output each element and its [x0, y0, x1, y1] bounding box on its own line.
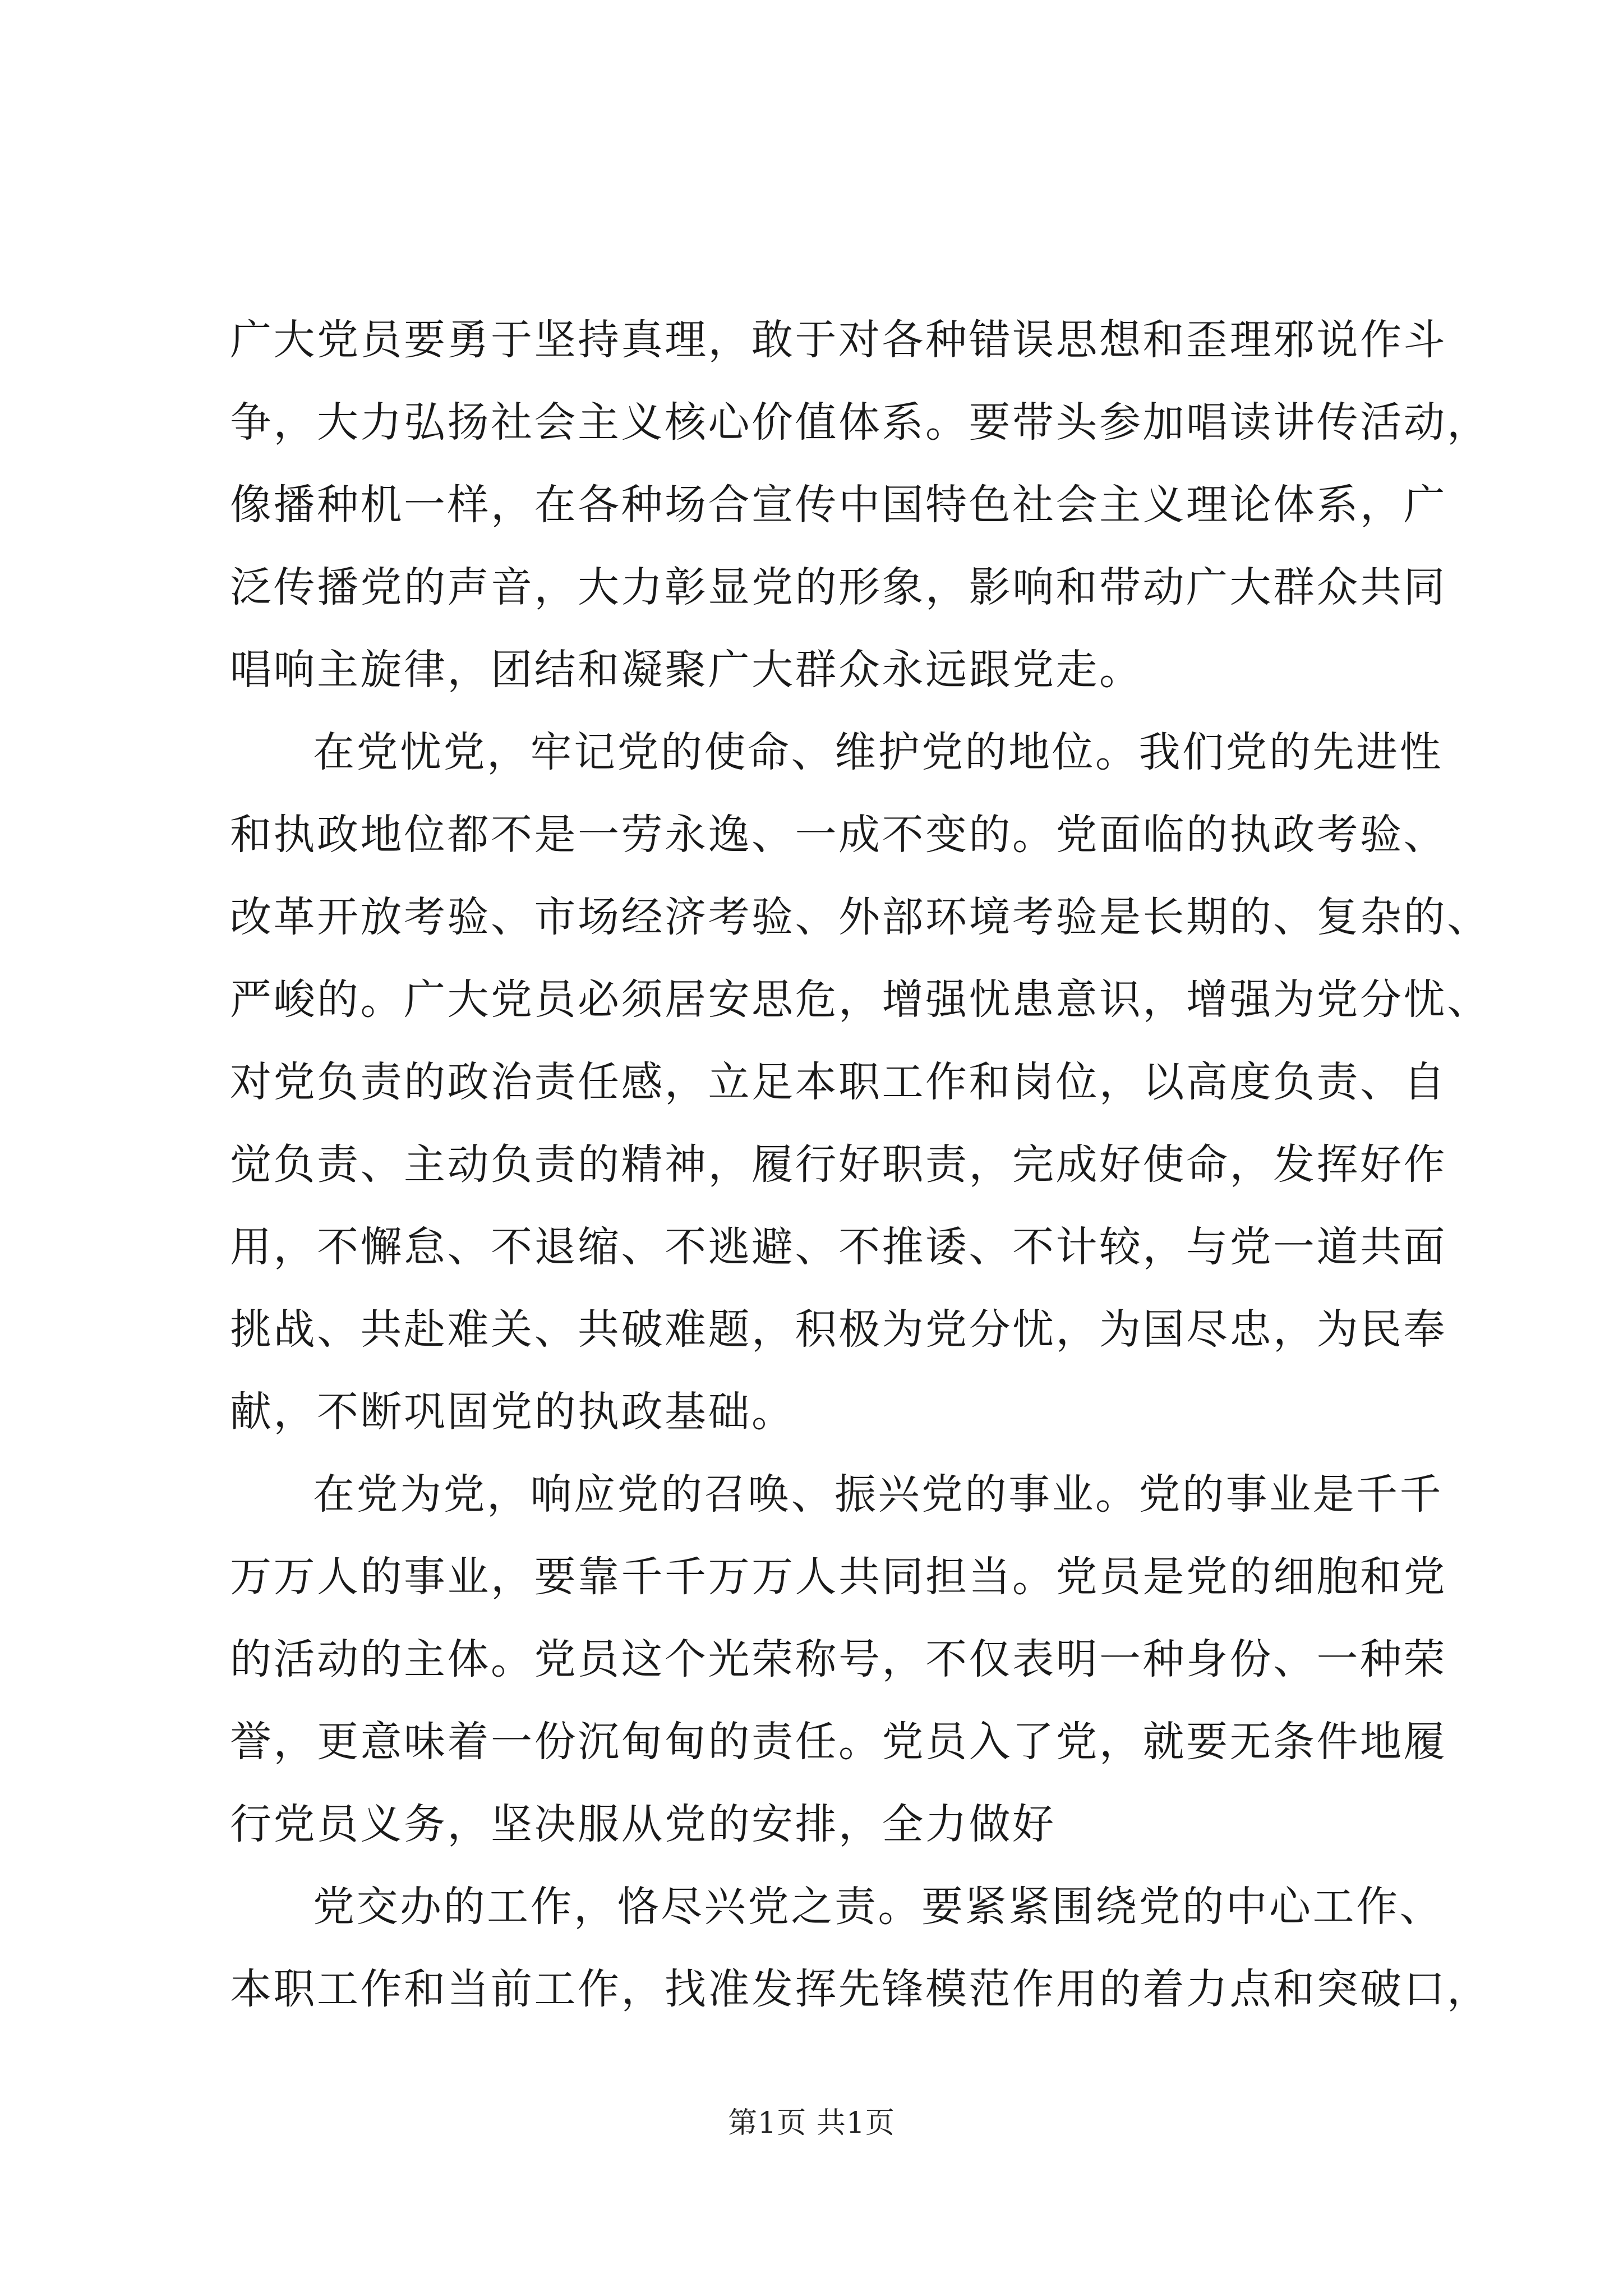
text-line: 严峻的。广大党员必须居安思危，增强忧患意识，增强为党分忧、: [230, 976, 1491, 1024]
text-line: 广大党员要勇于坚持真理，敢于对各种错误思想和歪理邪说作斗: [230, 316, 1447, 364]
text-line: 和执政地位都不是一劳永逸、一成不变的。党面临的执政考验、: [230, 811, 1447, 859]
text-line: 本职工作和当前工作，找准发挥先锋模范作用的着力点和突破口，: [230, 1965, 1491, 2013]
text-line: 挑战、共赴难关、共破难题，积极为党分忧，为国尽忠，为民奉: [230, 1305, 1447, 1354]
text-line: 的活动的主体。党员这个光荣称号，不仅表明一种身份、一种荣: [230, 1635, 1447, 1683]
text-line: 用，不懈怠、不退缩、不逃避、不推诿、不计较，与党一道共面: [230, 1223, 1447, 1271]
text-line: 誉，更意味着一份沉甸甸的责任。党员入了党，就要无条件地履: [230, 1718, 1447, 1766]
paragraph-start-line: 在党为党，响应党的召唤、振兴党的事业。党的事业是千千: [313, 1470, 1443, 1519]
text-line: 行党员义务，坚决服从党的安排，全力做好: [230, 1800, 1056, 1848]
text-line: 觉负责、主动负责的精神，履行好职责，完成好使命，发挥好作: [230, 1140, 1447, 1189]
paragraph-start-line: 在党忧党，牢记党的使命、维护党的地位。我们党的先进性: [313, 728, 1443, 776]
page-number-footer: 第1页 共1页: [728, 2106, 895, 2140]
body-text: [230, 299, 1491, 2031]
text-line: 像播种机一样，在各种场合宣传中国特色社会主义理论体系，广: [230, 481, 1447, 529]
text-line: 泛传播党的声音，大力彰显党的形象，影响和带动广大群众共同: [230, 563, 1447, 611]
text-line: 唱响主旋律，团结和凝聚广大群众永远跟党走。: [230, 646, 1143, 694]
paragraph-start-line: 党交办的工作，恪尽兴党之责。要紧紧围绕党的中心工作、: [313, 1883, 1443, 1931]
text-line: 对党负责的政治责任感，立足本职工作和岗位，以高度负责、自: [230, 1058, 1447, 1106]
text-line: 献，不断巩固党的执政基础。: [230, 1388, 795, 1436]
text-line: 改革开放考验、市场经济考验、外部环境考验是长期的、复杂的、: [230, 893, 1491, 941]
text-line: 万万人的事业，要靠千千万万人共同担当。党员是党的细胞和党: [230, 1553, 1447, 1601]
text-line: 争，大力弘扬社会主义核心价值体系。要带头参加唱读讲传活动，: [230, 398, 1491, 447]
